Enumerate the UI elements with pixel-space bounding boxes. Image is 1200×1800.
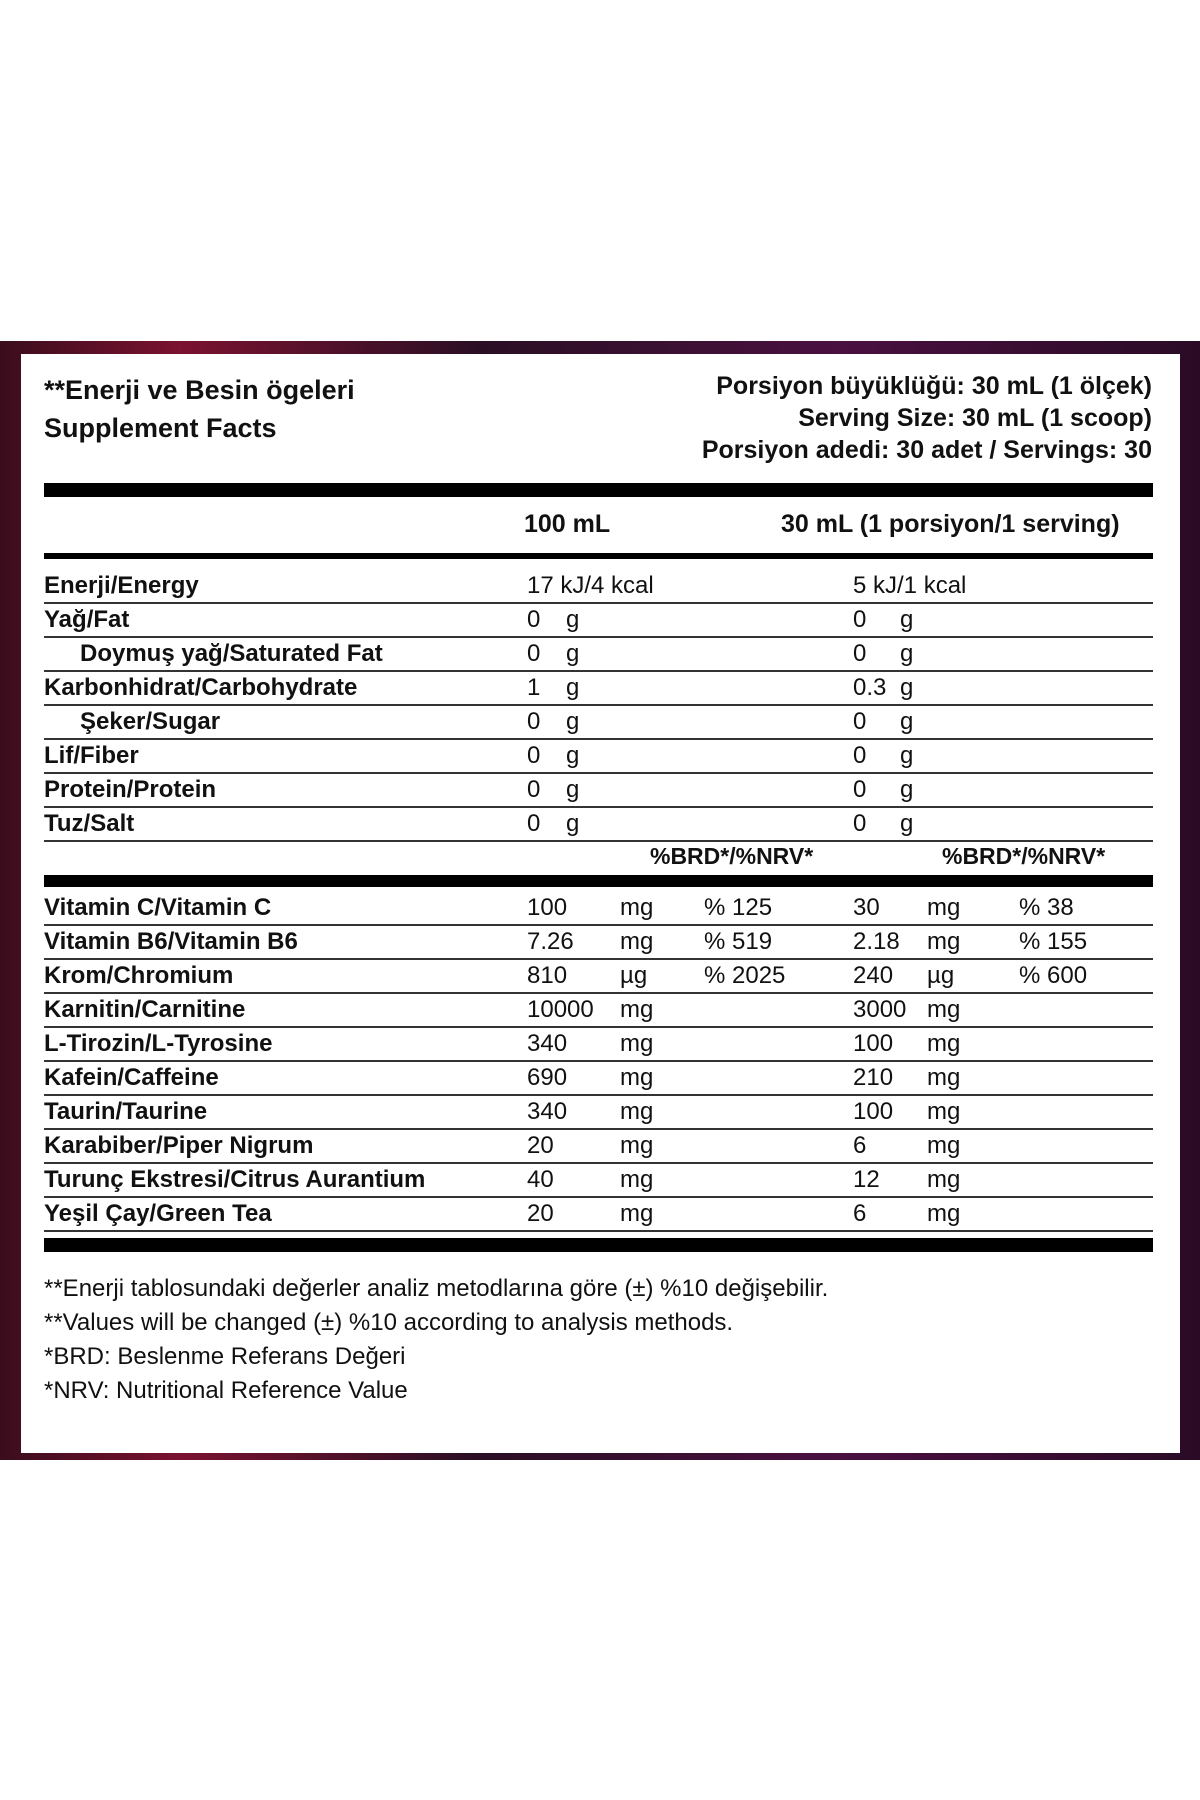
vitamin-row bbox=[44, 1094, 1153, 1130]
value-serving: 0 bbox=[853, 810, 867, 837]
ingredient-name: Turunç Ekstresi/Citrus Aurantium bbox=[44, 1166, 426, 1193]
unit-serving: mg bbox=[927, 894, 961, 921]
unit-100ml: g bbox=[566, 606, 580, 633]
ingredient-name: Karnitin/Carnitine bbox=[44, 996, 246, 1023]
vitamin-row bbox=[44, 1060, 1153, 1096]
footnote-4: *NRV: Nutritional Reference Value bbox=[44, 1377, 408, 1404]
nrv-serving: % 600 bbox=[1019, 962, 1088, 989]
col-per-serving: 30 mL (1 porsiyon/1 serving) bbox=[781, 510, 1120, 538]
footnote-2: **Values will be changed (±) %10 according to analysis methods. bbox=[44, 1309, 734, 1336]
title-tr: **Enerji ve Besin ögeleri bbox=[44, 375, 355, 405]
unit-serving: g bbox=[900, 708, 914, 735]
nutrient-row bbox=[44, 636, 1153, 672]
unit-serving: mg bbox=[927, 1030, 961, 1057]
ingredient-name: Karabiber/Piper Nigrum bbox=[44, 1132, 314, 1159]
unit-100ml: mg bbox=[620, 1098, 654, 1125]
unit-100ml: g bbox=[566, 708, 580, 735]
vitamin-row bbox=[44, 1026, 1153, 1062]
value-100ml: 0 bbox=[527, 742, 541, 769]
unit-100ml: mg bbox=[620, 928, 654, 955]
vitamin-row bbox=[44, 1128, 1153, 1164]
vitamin-row bbox=[44, 890, 1153, 926]
nutrient-name: Yağ/Fat bbox=[44, 606, 130, 633]
value-serving: 5 kJ/1 kcal bbox=[853, 572, 967, 599]
unit-serving: g bbox=[900, 640, 914, 667]
unit-serving: mg bbox=[927, 996, 961, 1023]
ingredient-name: Vitamin B6/Vitamin B6 bbox=[44, 928, 298, 955]
value-100ml: 340 bbox=[527, 1030, 568, 1057]
value-serving: 0.3 bbox=[853, 674, 887, 701]
nutrient-name: Enerji/Energy bbox=[44, 572, 199, 599]
value-serving: 0 bbox=[853, 640, 867, 667]
value-serving: 240 bbox=[853, 962, 894, 989]
unit-serving: mg bbox=[927, 928, 961, 955]
unit-100ml: mg bbox=[620, 1132, 654, 1159]
unit-100ml: mg bbox=[620, 1030, 654, 1057]
ingredient-name: Vitamin C/Vitamin C bbox=[44, 894, 272, 921]
unit-100ml: g bbox=[566, 810, 580, 837]
value-serving: 0 bbox=[853, 742, 867, 769]
unit-serving: mg bbox=[927, 1166, 961, 1193]
unit-100ml: mg bbox=[620, 1166, 654, 1193]
value-serving: 0 bbox=[853, 708, 867, 735]
unit-serving: µg bbox=[927, 962, 955, 989]
nutrient-row bbox=[44, 772, 1153, 808]
nutrient-name: Doymuş yağ/Saturated Fat bbox=[80, 640, 383, 667]
value-100ml: 690 bbox=[527, 1064, 568, 1091]
value-100ml: 810 bbox=[527, 962, 568, 989]
col-per-100ml: 100 mL bbox=[524, 510, 611, 538]
value-serving: 6 bbox=[853, 1132, 867, 1159]
nrv-header-serving: %BRD*/%NRV* bbox=[942, 843, 1106, 869]
nutrient-name: Karbonhidrat/Carbohydrate bbox=[44, 674, 358, 701]
unit-100ml: g bbox=[566, 742, 580, 769]
value-100ml: 10000 bbox=[527, 996, 594, 1023]
nrv-100ml: % 125 bbox=[704, 894, 773, 921]
vitamin-row bbox=[44, 992, 1153, 1028]
nutrient-name: Protein/Protein bbox=[44, 776, 217, 803]
nutrient-name: Tuz/Salt bbox=[44, 810, 135, 837]
unit-100ml: g bbox=[566, 640, 580, 667]
value-100ml: 20 bbox=[527, 1200, 554, 1227]
ingredient-name: Taurin/Taurine bbox=[44, 1098, 208, 1125]
value-serving: 2.18 bbox=[853, 928, 900, 955]
bottom-thick-bar bbox=[44, 1238, 1153, 1252]
value-100ml: 100 bbox=[527, 894, 568, 921]
value-serving: 6 bbox=[853, 1200, 867, 1227]
value-serving: 0 bbox=[853, 606, 867, 633]
vitamin-row bbox=[44, 958, 1153, 994]
unit-100ml: mg bbox=[620, 996, 654, 1023]
nutrient-name: Lif/Fiber bbox=[44, 742, 139, 769]
vitamin-row bbox=[44, 924, 1153, 960]
unit-serving: mg bbox=[927, 1132, 961, 1159]
ingredient-name: Yeşil Çay/Green Tea bbox=[44, 1200, 272, 1227]
value-100ml: 0 bbox=[527, 776, 541, 803]
unit-serving: g bbox=[900, 606, 914, 633]
nrv-header-100ml: %BRD*/%NRV* bbox=[650, 843, 814, 869]
unit-serving: g bbox=[900, 776, 914, 803]
footnote-3: *BRD: Beslenme Referans Değeri bbox=[44, 1343, 406, 1370]
nrv-serving: % 38 bbox=[1019, 894, 1074, 921]
unit-100ml: mg bbox=[620, 894, 654, 921]
value-serving: 3000 bbox=[853, 996, 907, 1023]
serving-size-tr: Porsiyon büyüklüğü: 30 mL (1 ölçek) bbox=[716, 372, 1152, 400]
value-100ml: 0 bbox=[527, 606, 541, 633]
nrv-serving: % 155 bbox=[1019, 928, 1088, 955]
nrv-100ml: % 519 bbox=[704, 928, 773, 955]
vitamin-row bbox=[44, 1162, 1153, 1198]
nutrient-name: Şeker/Sugar bbox=[80, 708, 221, 735]
footnote-1: **Enerji tablosundaki değerler analiz metodlarına göre (±) %10 değişebilir. bbox=[44, 1275, 829, 1302]
vitamin-row bbox=[44, 1196, 1153, 1232]
nutrient-row bbox=[44, 670, 1153, 706]
value-serving: 100 bbox=[853, 1098, 894, 1125]
unit-serving: mg bbox=[927, 1064, 961, 1091]
ingredient-name: Kafein/Caffeine bbox=[44, 1064, 219, 1091]
value-serving: 100 bbox=[853, 1030, 894, 1057]
title-en: Supplement Facts bbox=[44, 413, 277, 443]
top-thick-bar bbox=[44, 483, 1153, 497]
value-serving: 12 bbox=[853, 1166, 880, 1193]
ingredient-name: L-Tirozin/L-Tyrosine bbox=[44, 1030, 273, 1057]
nutrient-row bbox=[44, 738, 1153, 774]
header-divider bbox=[44, 553, 1153, 559]
nrv-100ml: % 2025 bbox=[704, 962, 786, 989]
value-100ml: 40 bbox=[527, 1166, 554, 1193]
nutrient-row bbox=[44, 704, 1153, 740]
nutrient-row bbox=[44, 568, 1153, 604]
unit-100ml: g bbox=[566, 674, 580, 701]
unit-serving: mg bbox=[927, 1098, 961, 1125]
unit-100ml: µg bbox=[620, 962, 648, 989]
unit-serving: g bbox=[900, 810, 914, 837]
nutrient-row bbox=[44, 806, 1153, 842]
value-100ml: 340 bbox=[527, 1098, 568, 1125]
unit-100ml: mg bbox=[620, 1200, 654, 1227]
value-serving: 30 bbox=[853, 894, 880, 921]
unit-serving: g bbox=[900, 674, 914, 701]
value-100ml: 0 bbox=[527, 708, 541, 735]
value-100ml: 1 bbox=[527, 674, 541, 701]
value-100ml: 0 bbox=[527, 640, 541, 667]
value-100ml: 0 bbox=[527, 810, 541, 837]
servings-count: Porsiyon adedi: 30 adet / Servings: 30 bbox=[701, 436, 1152, 464]
value-100ml: 7.26 bbox=[527, 928, 574, 955]
serving-size-en: Serving Size: 30 mL (1 scoop) bbox=[798, 404, 1152, 432]
value-serving: 0 bbox=[853, 776, 867, 803]
unit-100ml: mg bbox=[620, 1064, 654, 1091]
unit-serving: mg bbox=[927, 1200, 961, 1227]
ingredient-name: Krom/Chromium bbox=[44, 962, 234, 989]
vitamin-divider bbox=[44, 875, 1153, 887]
value-100ml: 17 kJ/4 kcal bbox=[527, 572, 654, 599]
unit-100ml: g bbox=[566, 776, 580, 803]
value-serving: 210 bbox=[853, 1064, 894, 1091]
nutrient-row bbox=[44, 602, 1153, 638]
value-100ml: 20 bbox=[527, 1132, 554, 1159]
unit-serving: g bbox=[900, 742, 914, 769]
